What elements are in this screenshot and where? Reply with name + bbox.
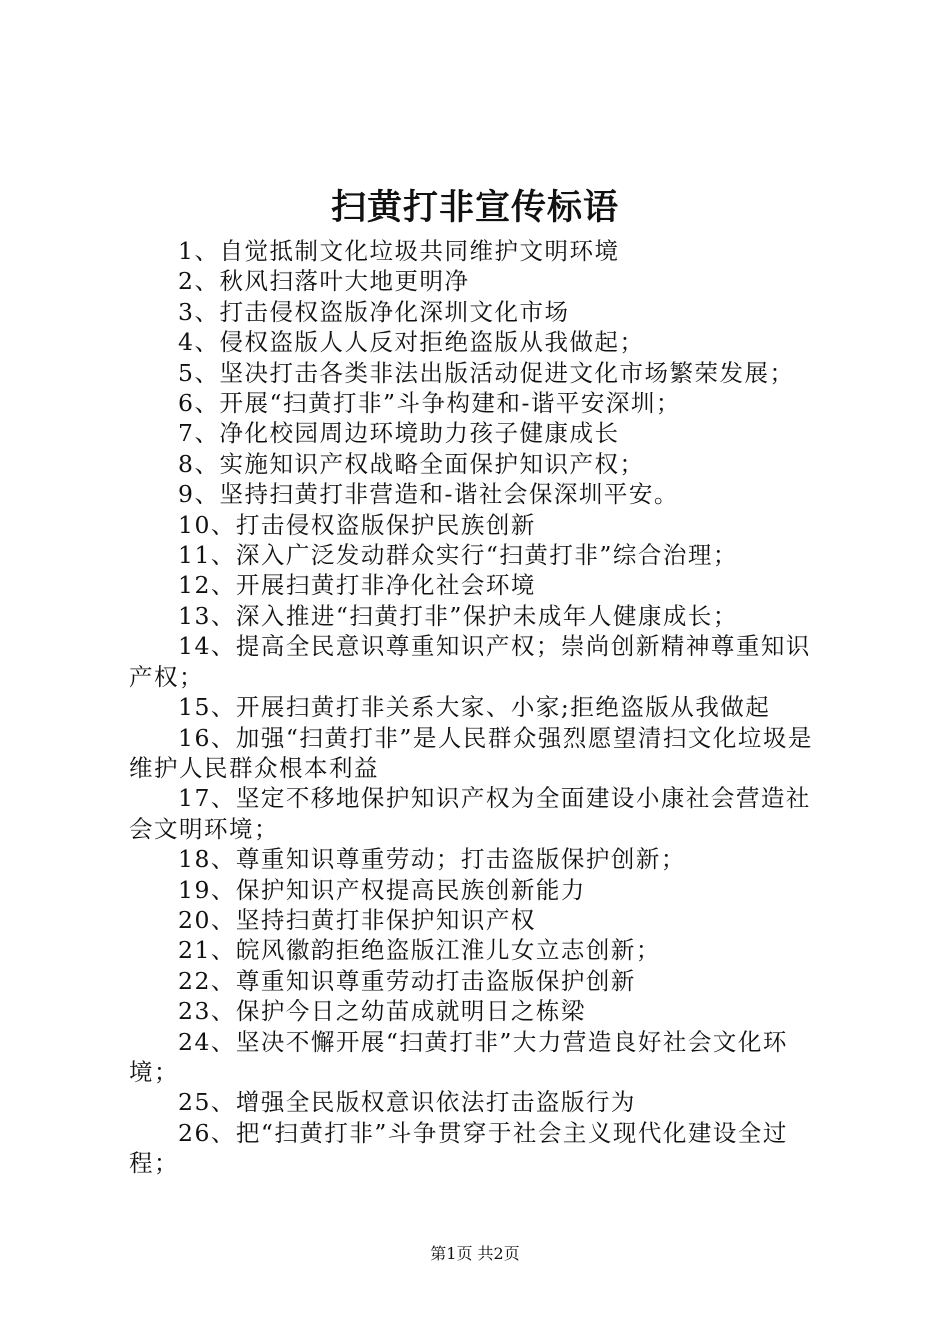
list-item: 2、秋风扫落叶大地更明净 (178, 267, 470, 296)
list-item: 6、开展“扫黄打非”斗争构建和-谐平安深圳； (178, 389, 681, 418)
list-item: 18、尊重知识尊重劳动；打击盗版保护创新； (178, 845, 686, 874)
list-item: 17、坚定不移地保护知识产权为全面建设小康社会营造社会文明环境； (129, 784, 811, 843)
list-item: 19、保护知识产权提高民族创新能力 (178, 875, 586, 904)
list-item: 4、侵权盗版人人反对拒绝盗版从我做起； (178, 328, 645, 357)
list-item: 26、把“扫黄打非”斗争贯穿于社会主义现代化建设全过程； (129, 1118, 788, 1178)
list-item: 3、打击侵权盗版净化深圳文化市场 (178, 297, 570, 326)
list-item: 22、尊重知识尊重劳动打击盗版保护创新 (178, 966, 636, 995)
list-item: 10、打击侵权盗版保护民族创新 (178, 510, 536, 539)
document-title: 扫黄打非宣传标语 (330, 187, 619, 228)
list-item: 14、提高全民意识尊重知识产权；崇尚创新精神尊重知识产权； (129, 632, 811, 691)
list-item: 11、深入广泛发动群众实行“扫黄打非”综合治理； (178, 541, 738, 570)
list-item: 15、开展扫黄打非关系大家、小家;拒绝盗版从我做起 (178, 693, 771, 722)
slogan-list (129, 236, 835, 1179)
page-footer: 第1页 共2页 (430, 1244, 520, 1263)
list-item: 13、深入推进“扫黄打非”保护未成年人健康成长； (178, 601, 738, 630)
list-item: 24、坚决不懈开展“扫黄打非”大力营造良好社会文化环境； (129, 1027, 788, 1086)
list-item: 21、皖风徽韵拒绝盗版江淮儿女立志创新； (178, 936, 661, 965)
list-item: 8、实施知识产权战略全面保护知识产权； (178, 449, 645, 478)
list-item: 7、净化校园周边环境助力孩子健康成长 (178, 419, 620, 448)
list-item: 25、增强全民版权意识依法打击盗版行为 (178, 1088, 636, 1117)
list-item: 23、保护今日之幼苗成就明日之栋梁 (178, 997, 586, 1026)
list-item: 20、坚持扫黄打非保护知识产权 (178, 905, 536, 934)
list-item: 16、加强“扫黄打非”是人民群众强烈愿望清扫文化垃圾是维护人民群众根本利益 (129, 723, 813, 782)
list-item: 12、开展扫黄打非净化社会环境 (178, 571, 536, 600)
list-item: 5、坚决打击各类非法出版活动促进文化市场繁荣发展； (178, 358, 795, 387)
list-item: 9、坚持扫黄打非营造和-谐社会保深圳平安。 (178, 480, 679, 509)
list-item: 1、自觉抵制文化垃圾共同维护文明环境 (178, 237, 620, 265)
